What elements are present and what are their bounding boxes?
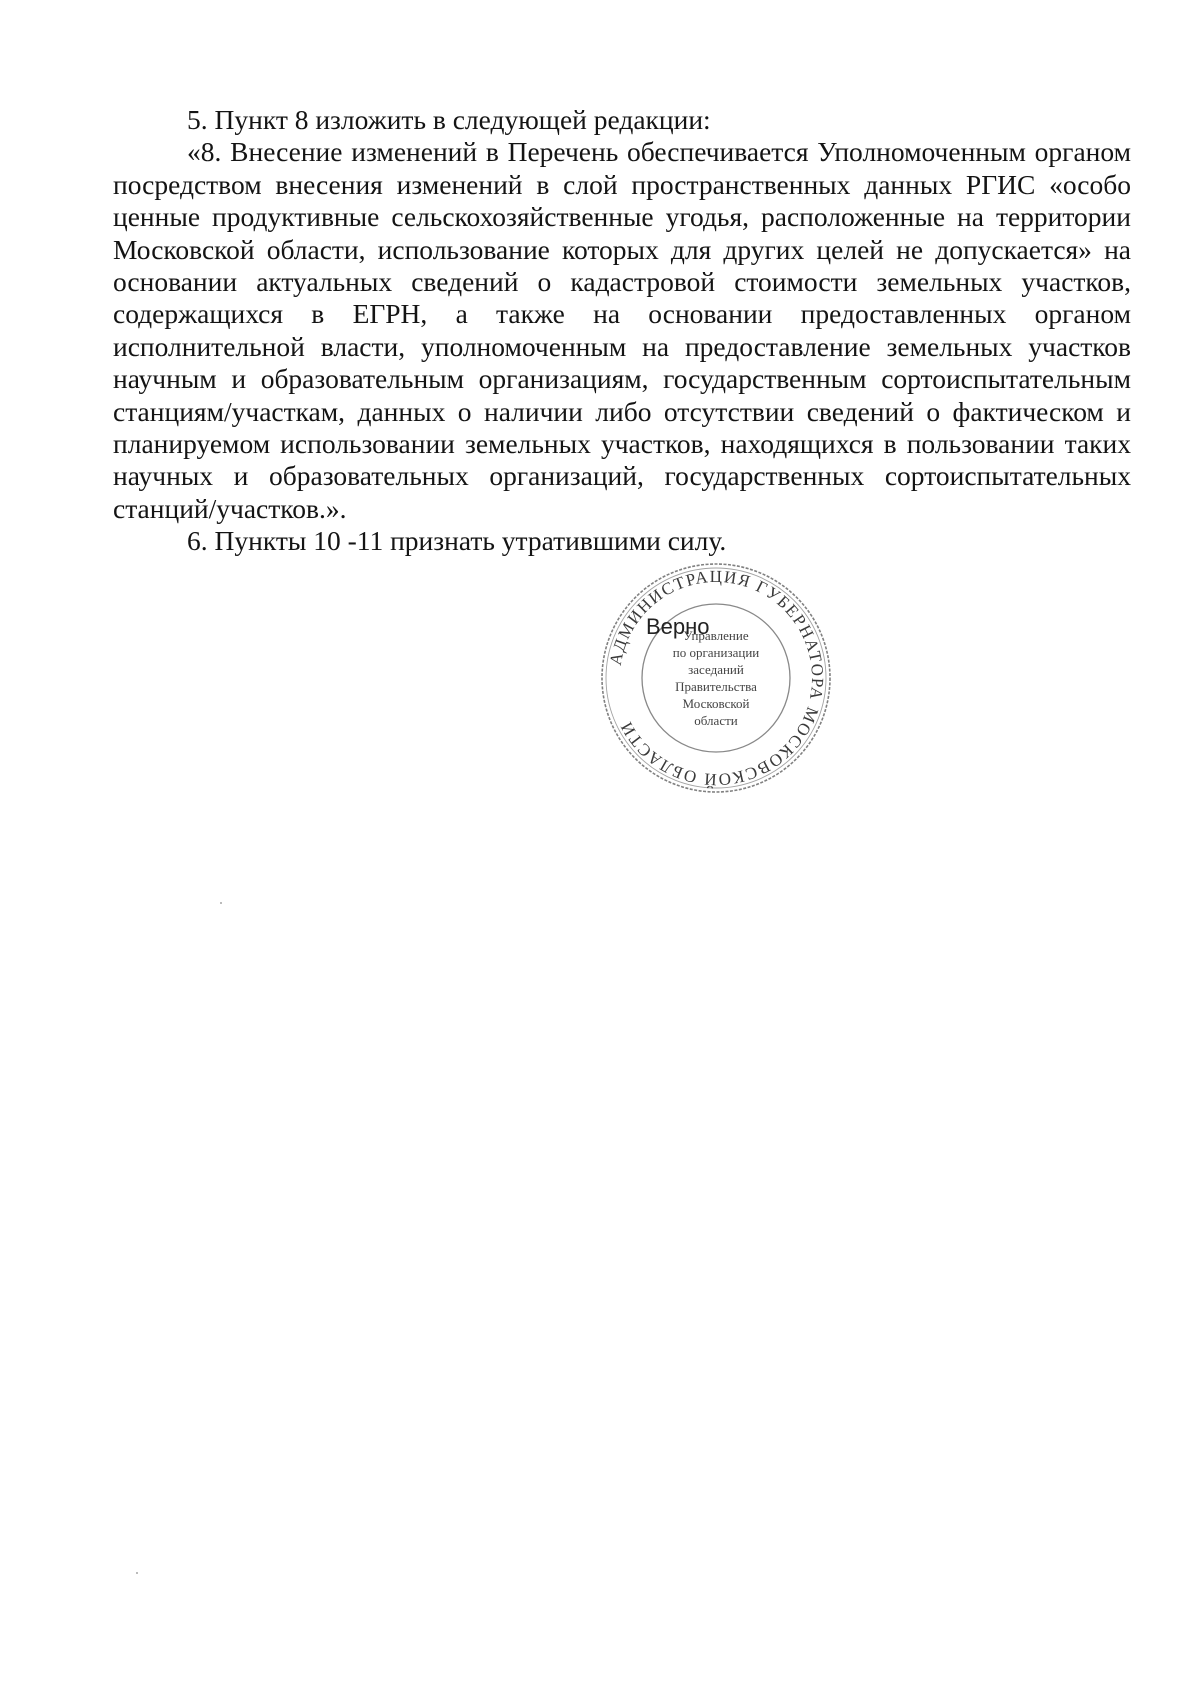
seal-ring-text: АДМИНИСТРАЦИЯ ГУБЕРНАТОРА МОСКОВСКОЙ ОБЛАСТИ (605, 566, 828, 790)
seal-line: Московской (682, 696, 750, 711)
document-body (113, 104, 1131, 558)
paragraph-item-5: 5. Пункт 8 изложить в следующей редакции: (187, 104, 711, 135)
paragraph-item-6: 6. Пункты 10 -11 признать утратившими силу. (187, 525, 727, 557)
seal-line: заседаний (688, 662, 744, 677)
seal-line: Правительства (675, 679, 757, 694)
scan-speck (136, 1572, 138, 1574)
seal-line: области (694, 713, 738, 728)
seal-line: Управление (683, 628, 749, 643)
paragraph-item-8-quote: «8. Внесение изменений в Перечень обеспечивается Уполномоченным органом посредством внесения изменений в слой пространственных данных РГИС «особо ценные продуктивные сельскохозяйственные угодья, расположенные на территории Московской области, использование которых для других целей не допускается» на основании актуальных сведений о кадастровой стоимости земельных участков, содержащихся в ЕГРН, а также на основании предоставленных органом исполнительной власти, уполномоченным на предоставление земельных участков научным и образовательным организациям, государственным сортоиспытательным станциям/участкам, данных о наличии либо отсутствии сведений о фактическом и планируемом использовании земельных участков, находящихся в пользовании таких научных и образовательных организаций, государственных сортоиспытательных станций/участков.». (113, 136, 1131, 524)
certification-mark: Верно (646, 614, 710, 639)
official-seal-stamp (596, 558, 836, 798)
seal-line: по организации (672, 645, 760, 660)
scan-speck (220, 902, 222, 904)
